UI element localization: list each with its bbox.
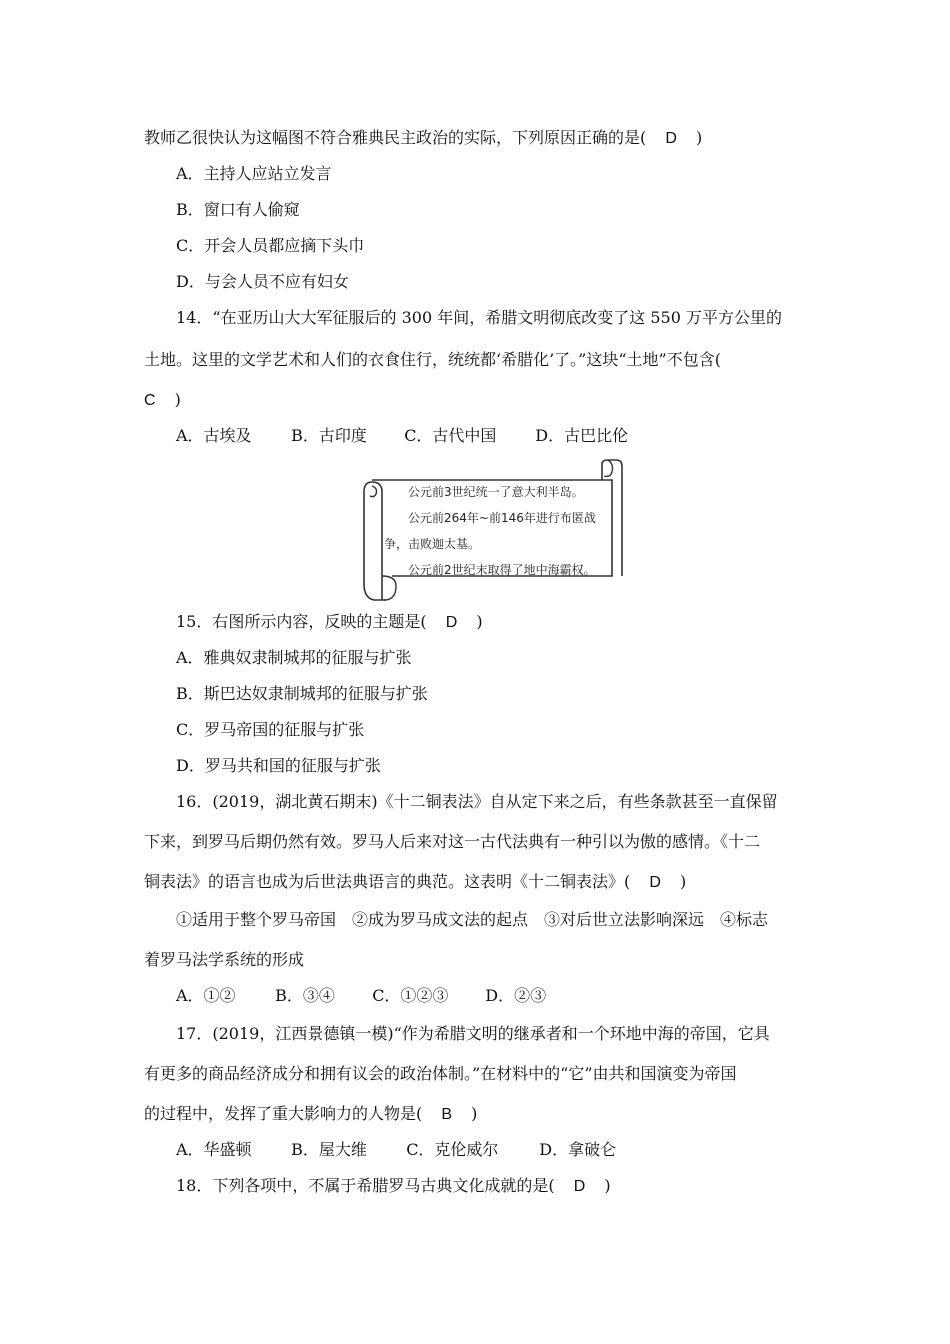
- q16-line-1: 16．(2019，湖北黄石期末)《十二铜表法》自从定下来之后，有些条款甚至一直保留: [176, 792, 778, 811]
- q17-line-3: [144, 1104, 477, 1124]
- q16-options: [176, 986, 546, 1006]
- q14-line-1: 14．“在亚历山大大军征服后的 300 年间，希腊文明彻底改变了这 550 万平方公里的: [176, 308, 782, 327]
- q18-stem: [176, 1176, 611, 1196]
- q14-option-d: D．古巴比伦: [535, 426, 629, 445]
- q13-answer: D: [665, 130, 677, 147]
- q15-answer: D: [445, 614, 458, 631]
- scroll-outline: [356, 458, 628, 608]
- q15-stem: [176, 612, 483, 632]
- q16-option-d: D．②③: [485, 986, 547, 1005]
- q16-option-a: A．①②: [176, 986, 236, 1005]
- q15-option-a: A．雅典奴隶制城邦的征服与扩张: [176, 648, 412, 667]
- scroll-line-2: 公元前264年~前146年进行布匿战: [408, 511, 596, 525]
- scroll-figure: [356, 458, 628, 608]
- q14-close-paren: ): [174, 390, 181, 409]
- q17-option-c: C．克伦威尔: [406, 1140, 499, 1159]
- q17-line-2: 有更多的商品经济成分和拥有议会的政治体制。”在材料中的“它”由共和国演变为帝国: [144, 1064, 737, 1083]
- scroll-line-4: 公元前2世纪末取得了地中海霸权。: [408, 563, 596, 577]
- q18-answer: D: [573, 1178, 586, 1195]
- scroll-line-3: 争，击败迦太基。: [384, 537, 481, 551]
- q13-option-b: B．窗口有人偷窥: [176, 200, 300, 219]
- q18-stem-text: 18．下列各项中，不属于希腊罗马古典文化成就的是(: [176, 1176, 555, 1195]
- q14-option-b: B．古印度: [291, 426, 367, 445]
- q13-stem: [144, 128, 702, 148]
- q13-stem-text: 教师乙很快认为这幅图不符合雅典民主政治的实际，下列原因正确的是(: [144, 128, 647, 147]
- q17-option-a: A．华盛顿: [176, 1140, 252, 1159]
- q17-option-d: D．拿破仑: [539, 1140, 617, 1159]
- q16-option-c: C．①②③: [372, 986, 449, 1005]
- q15-close-paren: ): [476, 612, 483, 631]
- q15-option-d: D．罗马共和国的征服与扩张: [176, 756, 381, 775]
- q16-items-line-2: 着罗马法学系统的形成: [144, 950, 305, 969]
- scroll-line-1: 公元前3世纪统一了意大利半岛。: [408, 485, 584, 499]
- q16-answer: D: [649, 874, 661, 891]
- q14-option-a: A．古埃及: [176, 426, 252, 445]
- q16-line-3: [144, 872, 686, 892]
- q18-close-paren: ): [604, 1176, 611, 1195]
- q14-options: [176, 426, 628, 446]
- q16-line-2: 下来，到罗马后期仍然有效。罗马人后来对这一古代法典有一种引以为傲的感情。《十二: [144, 832, 761, 851]
- q14-line-2: 土地。这里的文学艺术和人们的衣食住行，统统都‘希腊化’了。”这块“土地”不包含(: [144, 350, 721, 369]
- q13-option-d: D．与会人员不应有妇女: [176, 272, 349, 291]
- q14-answer-line: [144, 390, 181, 410]
- q17-line-3-text: 的过程中，发挥了重大影响力的人物是(: [144, 1104, 423, 1123]
- q17-option-b: B．屋大维: [291, 1140, 367, 1159]
- q17-close-paren: ): [471, 1104, 478, 1123]
- q13-option-a: A．主持人应站立发言: [176, 164, 332, 183]
- q13-option-c: C．开会人员都应摘下头巾: [176, 236, 365, 255]
- q16-option-b: B．③④: [275, 986, 335, 1005]
- q17-line-1: 17．(2019，江西景德镇一模)“作为希腊文明的继承者和一个环地中海的帝国，它具: [176, 1024, 770, 1043]
- q15-stem-text: 15．右图所示内容，反映的主题是(: [176, 612, 427, 631]
- q16-items-line-1: ①适用于整个罗马帝国 ②成为罗马成文法的起点 ③对后世立法影响深远 ④标志: [176, 910, 769, 929]
- q14-answer: C: [144, 392, 156, 409]
- q13-close-paren: ): [696, 128, 703, 147]
- q14-option-c: C．古代中国: [404, 426, 497, 445]
- q15-option-b: B．斯巴达奴隶制城邦的征服与扩张: [176, 684, 428, 703]
- q17-options: [176, 1140, 616, 1160]
- q17-answer: B: [441, 1106, 453, 1123]
- q16-close-paren: ): [680, 872, 687, 891]
- q15-option-c: C．罗马帝国的征服与扩张: [176, 720, 365, 739]
- q16-line-3-text: 铜表法》的语言也成为后世法典语言的典范。这表明《十二铜表法》(: [144, 872, 631, 891]
